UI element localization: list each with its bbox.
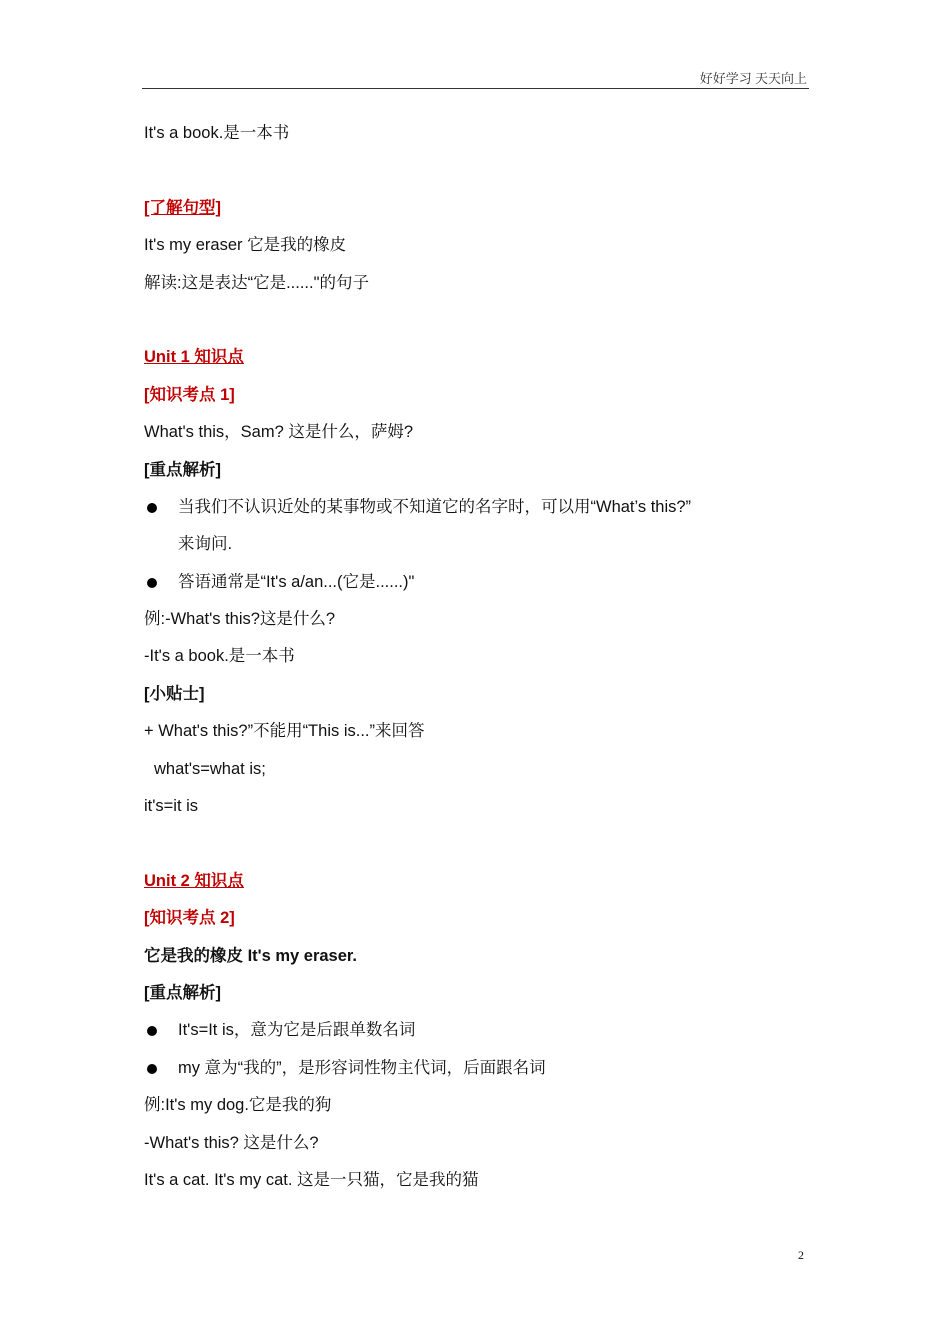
section-heading: [了解句型] [144, 198, 221, 217]
tip-label: [小贴士] [144, 684, 205, 703]
text-line: It's a book.是一本书 [144, 124, 290, 142]
example-line: -What's this? 这是什么? [144, 1133, 319, 1152]
tip-line: it's=it is [144, 797, 199, 816]
bullet-text: 当我们不认识近处的某事物或不知道它的名字时，可以用“What’s this?” [178, 497, 692, 516]
text-line: What's this，Sam? 这是什么，萨姆? [144, 423, 414, 442]
bullet-dot-icon [147, 1026, 157, 1036]
bullet-item [144, 1012, 809, 1049]
page-header [142, 68, 809, 89]
key-analysis-label: [重点解析] [144, 460, 221, 479]
text-line: 解读:这是表达“它是......"的句子 [144, 273, 369, 292]
bullet-item [144, 489, 809, 526]
text-line: It's my eraser 它是我的橡皮 [144, 236, 347, 255]
bullet-dot-icon [147, 503, 157, 513]
spacer [144, 825, 809, 862]
bullet-dot-icon [147, 578, 157, 588]
bullet-text: my 意为“我的”，是形容词性物主代词，后面跟名词 [178, 1058, 546, 1077]
unit-1-heading: Unit 1 知识点 [144, 348, 244, 367]
bullet-dot-icon [147, 1064, 157, 1074]
key-sentence: 它是我的橡皮 It's my eraser. [144, 946, 358, 965]
key-analysis-label: [重点解析] [144, 983, 221, 1002]
bullet-text: It's=It is，意为它是后跟单数名词 [178, 1021, 416, 1040]
example-line: 例:-What's this?这是什么? [144, 610, 336, 629]
spacer [144, 302, 809, 339]
spacer [144, 152, 809, 189]
example-line: -It's a book.是一本书 [144, 647, 295, 666]
bullet-item [144, 1050, 809, 1087]
bullet-item [144, 564, 809, 601]
tip-line: what's=what is; [154, 759, 266, 778]
tip-line: + What's this?”不能用“This is...”来回答 [144, 722, 425, 741]
knowledge-point-label: [知识考点 1] [144, 385, 235, 404]
header-text: 好好学习 天天向上 [699, 71, 807, 86]
bullet-text: 答语通常是“It's a/an...(它是......)" [178, 572, 415, 591]
unit-2-heading: Unit 2 知识点 [144, 871, 244, 890]
document-body [144, 115, 809, 1199]
example-line: It's a cat. It's my cat. 这是一只猫，它是我的猫 [144, 1170, 479, 1189]
knowledge-point-label: [知识考点 2] [144, 909, 235, 928]
page-number: 2 [798, 1248, 804, 1262]
example-line: 例:It's my dog.它是我的狗 [144, 1096, 332, 1115]
bullet-continuation: 来询问. [178, 535, 233, 554]
